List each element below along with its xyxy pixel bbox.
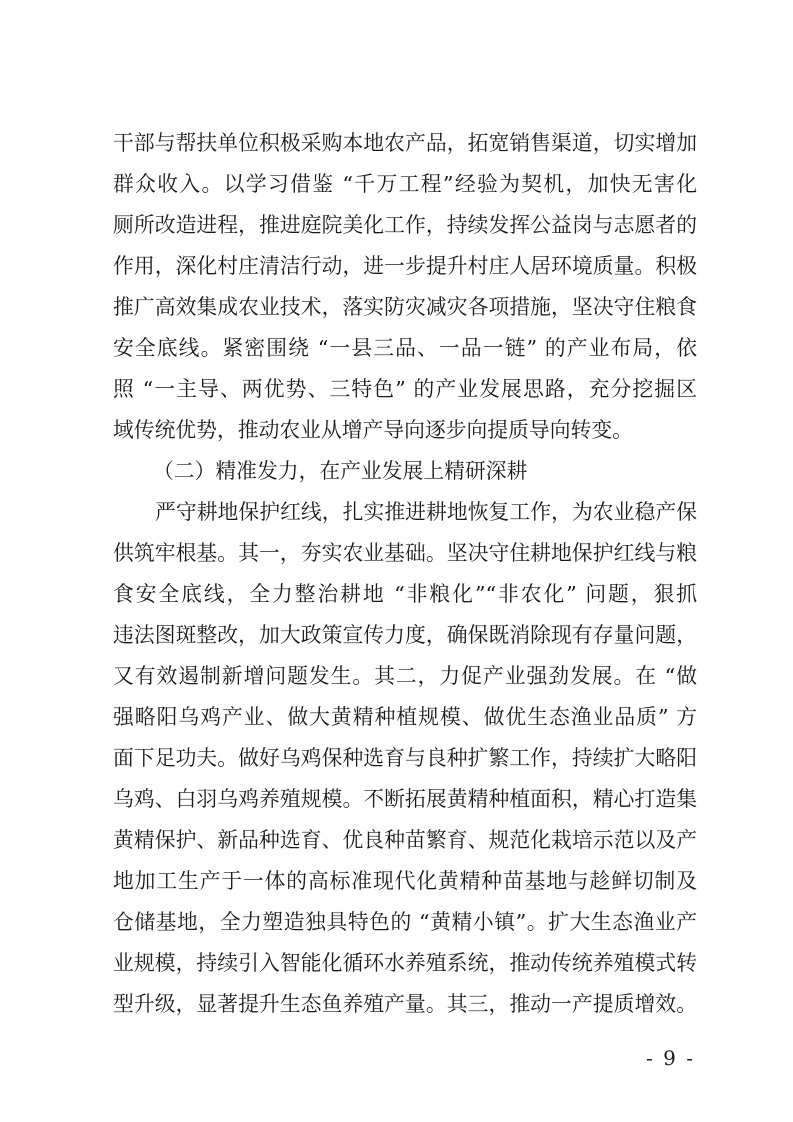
section-heading: （二）精准发力，在产业发展上精研深耕 xyxy=(153,459,528,483)
body-text-line: 黄精保护、新品种选育、优良种苗繁育、规范化栽培示范以及产 xyxy=(113,828,697,852)
body-text-line: 食安全底线，全力整治耕地 “非粮化”“非农化” 问题，狠抓 xyxy=(113,582,697,606)
page-number: - 9 - xyxy=(646,1046,695,1070)
body-text-line: 推广高效集成农业技术，落实防灾减灾各项措施，坚决守住粮食 xyxy=(113,295,697,319)
body-text-line: 厕所改造进程，推进庭院美化工作，持续发挥公益岗与志愿者的 xyxy=(113,213,697,237)
body-text-line: 照 “一主导、两优势、三特色” 的产业发展思路，充分挖掘区 xyxy=(113,377,697,401)
body-text-line: 乌鸡、白羽乌鸡养殖规模。不断拓展黄精种植面积，精心打造集 xyxy=(113,787,697,811)
body-text-line: 群众收入。以学习借鉴 “千万工程”经验为契机，加快无害化 xyxy=(113,172,697,196)
body-text-line: 干部与帮扶单位积极采购本地农产品，拓宽销售渠道，切实增加 xyxy=(113,131,697,155)
body-text-line: 作用，深化村庄清洁行动，进一步提升村庄人居环境质量。积极 xyxy=(113,254,697,278)
body-text-line: 强略阳乌鸡产业、做大黄精种植规模、做优生态渔业品质” 方 xyxy=(113,705,697,729)
body-text-line: 安全底线。紧密围绕 “一县三品、一品一链” 的产业布局，依 xyxy=(113,336,697,360)
body-text-line: 严守耕地保护红线，扎实推进耕地恢复工作，为农业稳产保 xyxy=(155,500,697,524)
body-text-line: 违法图斑整改，加大政策宣传力度，确保既消除现有存量问题， xyxy=(113,623,697,647)
body-text-line: 供筑牢根基。其一，夯实农业基础。坚决守住耕地保护红线与粮 xyxy=(113,541,697,565)
body-text-line: 又有效遏制新增问题发生。其二，力促产业强劲发展。在 “做 xyxy=(113,664,697,688)
body-text-line: 地加工生产于一体的高标准现代化黄精种苗基地与趁鲜切制及 xyxy=(113,869,697,893)
body-text-line: 业规模，持续引入智能化循环水养殖系统，推动传统养殖模式转 xyxy=(113,951,697,975)
body-text-line: 型升级，显著提升生态鱼养殖产量。其三，推动一产提质增效。 xyxy=(113,992,697,1016)
body-text-line: 面下足功夫。做好乌鸡保种选育与良种扩繁工作，持续扩大略阳 xyxy=(113,746,697,770)
body-text-line: 域传统优势，推动农业从增产导向逐步向提质导向转变。 xyxy=(113,418,633,442)
body-text-line: 仓储基地，全力塑造独具特色的 “黄精小镇”。扩大生态渔业产 xyxy=(113,910,697,934)
